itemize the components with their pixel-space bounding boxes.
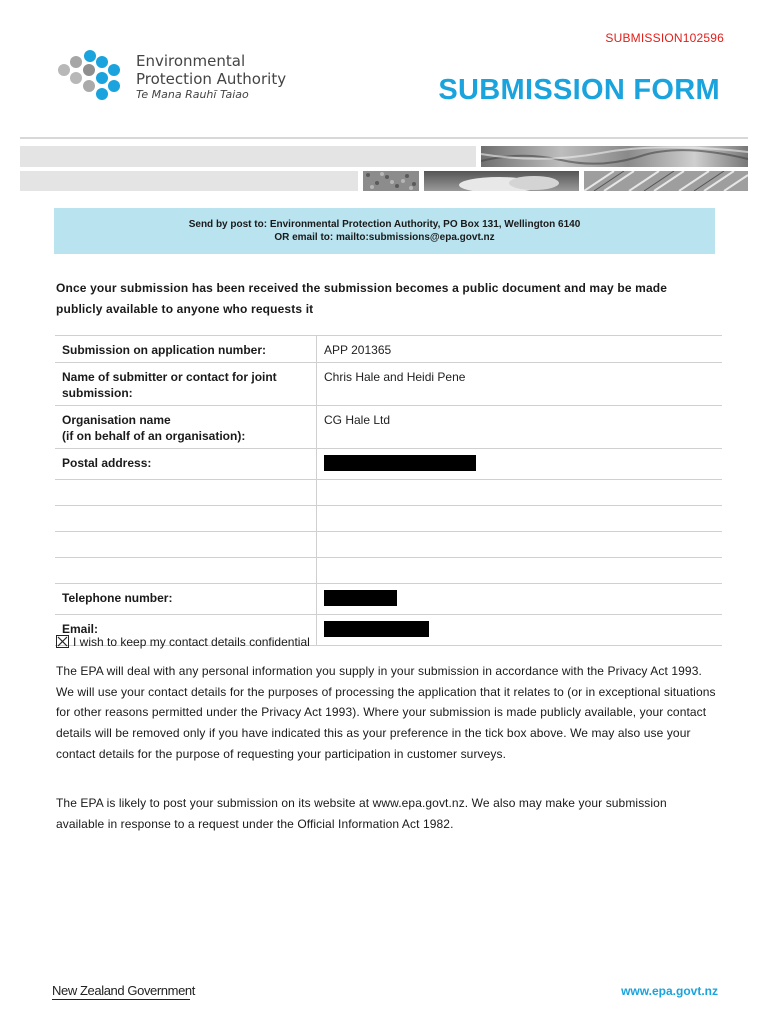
header-band-top bbox=[20, 146, 476, 167]
table-row bbox=[55, 336, 722, 363]
epa-dots-logo-icon bbox=[52, 50, 132, 106]
checkbox-cross-icon bbox=[57, 636, 68, 647]
post-instructions-line1: Send by post to: Environmental Protection Authority, PO Box 131, Wellington 6140 bbox=[188, 219, 581, 230]
decorative-photo-top bbox=[481, 146, 748, 167]
confidential-checkbox[interactable] bbox=[56, 635, 69, 648]
application-number-field[interactable]: APP 201365 bbox=[317, 336, 723, 363]
postal-address-field[interactable] bbox=[317, 449, 723, 480]
postal-address-line3-label bbox=[55, 506, 317, 532]
telephone-label: Telephone number: bbox=[55, 584, 317, 615]
redaction-bar bbox=[324, 621, 429, 637]
email-field[interactable] bbox=[317, 615, 723, 646]
table-row bbox=[55, 532, 722, 558]
table-row bbox=[55, 584, 722, 615]
logo-line2: Protection Authority bbox=[136, 70, 287, 88]
postal-address-label: Postal address: bbox=[55, 449, 317, 480]
header-divider bbox=[20, 137, 748, 139]
decorative-photo-fern bbox=[584, 171, 748, 191]
privacy-paragraph: The EPA will deal with any personal information you supply in your submission in accordance with the Privacy Act 1993. We will use your contact details for the purposes of processing the application that it relates to (or in exceptional situations for other reasons permitted under the Privacy Act 1993). Where your submission is made publicly available, your contact details will be removed only if you have indicated this as your preference in the tick box above. We may also use your contact details for the purpose of requesting your participation in customer surveys. bbox=[56, 664, 716, 761]
nz-government-logo bbox=[52, 983, 195, 1000]
table-row bbox=[55, 480, 722, 506]
submission-id: SUBMISSION102596 bbox=[605, 31, 724, 45]
confidential-option bbox=[56, 635, 310, 649]
logo-line1: Environmental bbox=[136, 52, 246, 70]
redaction-bar bbox=[324, 590, 397, 606]
table-row bbox=[55, 406, 722, 449]
table-row bbox=[55, 558, 722, 584]
header-photo-strip-2 bbox=[424, 171, 579, 191]
submitter-name-field[interactable]: Chris Hale and Heidi Pene bbox=[317, 363, 723, 406]
submitter-name-label: Name of submitter or contact for joint submission: bbox=[55, 363, 317, 406]
organisation-label: Organisation name (if on behalf of an organisation): bbox=[55, 406, 317, 449]
postal-address-line5-label bbox=[55, 558, 317, 584]
decorative-photo-gravel bbox=[363, 171, 419, 191]
form-title: SUBMISSION FORM bbox=[438, 74, 720, 106]
post-instructions-line2: OR email to: mailto:submissions@epa.govt.nz bbox=[274, 232, 495, 243]
header-photo-strip-1 bbox=[363, 171, 419, 191]
nz-government-logo-text: New Zealand Government bbox=[52, 983, 195, 998]
header-photo-strip-3 bbox=[584, 171, 748, 191]
redaction-bar bbox=[324, 455, 476, 471]
postal-address-line4-label bbox=[55, 532, 317, 558]
postal-address-line4-field[interactable] bbox=[317, 532, 723, 558]
nz-government-logo-rule bbox=[52, 999, 190, 1000]
header-photo-strip-top bbox=[481, 146, 748, 167]
organisation-field[interactable]: CG Hale Ltd bbox=[317, 406, 723, 449]
table-row bbox=[55, 506, 722, 532]
application-number-label: Submission on application number: bbox=[55, 336, 317, 363]
table-row bbox=[55, 363, 722, 406]
public-document-notice: Once your submission has been received the submission becomes a public document and may be made publicly available to anyone who requests it bbox=[56, 281, 668, 316]
decorative-photo-clouds bbox=[424, 171, 579, 191]
header-band-bottom bbox=[20, 171, 358, 191]
publication-paragraph: The EPA is likely to post your submission on its website at www.epa.govt.nz. We also may make your submission available in response to a request under the Official Information Act 1982. bbox=[56, 796, 667, 831]
epa-logo bbox=[52, 50, 302, 106]
postal-address-line3-field[interactable] bbox=[317, 506, 723, 532]
post-instructions-box bbox=[54, 208, 715, 254]
postal-address-line2-label bbox=[55, 480, 317, 506]
confidential-checkbox-label: I wish to keep my contact details confidential bbox=[73, 635, 310, 649]
logo-line3: Te Mana Rauhī Taiao bbox=[136, 88, 249, 101]
footer-website-link[interactable]: www.epa.govt.nz bbox=[621, 984, 718, 998]
email-label: Email: bbox=[55, 615, 317, 646]
telephone-field[interactable] bbox=[317, 584, 723, 615]
table-row bbox=[55, 449, 722, 480]
submitter-details-table bbox=[55, 335, 722, 646]
postal-address-line2-field[interactable] bbox=[317, 480, 723, 506]
postal-address-line5-field[interactable] bbox=[317, 558, 723, 584]
